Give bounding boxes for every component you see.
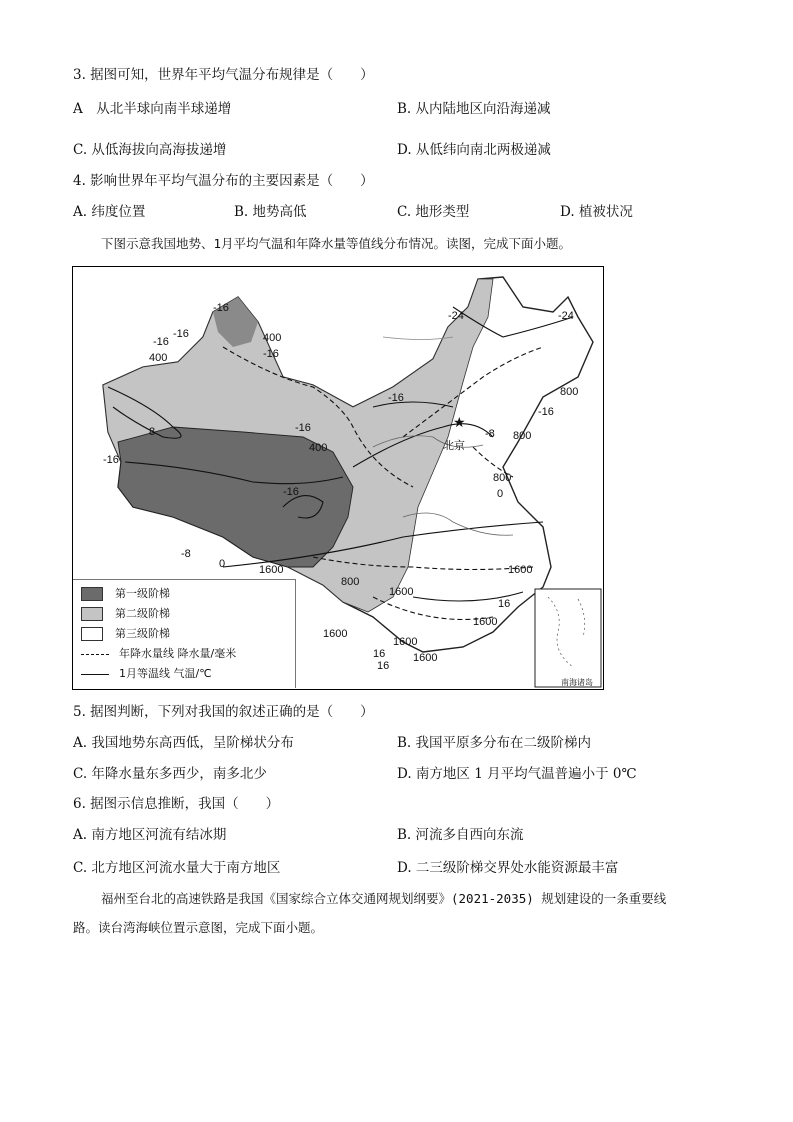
contour-label: -8 <box>485 428 495 440</box>
contour-label: 400 <box>309 442 328 454</box>
contour-label: -16 <box>295 422 311 434</box>
contour-label: -16 <box>103 454 119 466</box>
q3-option-d: D. 从低纬向南北两极递减 <box>397 142 551 158</box>
contour-label: 800 <box>513 430 532 442</box>
contour-label: 1600 <box>473 616 498 628</box>
beijing-label: 北京 <box>443 440 465 452</box>
contour-label: 0 <box>219 558 226 570</box>
q5-option-c: C. 年降水量东多西少，南多北少 <box>73 766 267 782</box>
contour-label: -24 <box>558 310 574 322</box>
legend-step3-label: 第三级阶梯 <box>115 627 170 640</box>
map-legend <box>73 579 296 688</box>
q6-stem: 6. 据图示信息推断，我国（ ） <box>73 796 280 812</box>
contour-label: 1600 <box>259 564 284 576</box>
contour-label: 1600 <box>323 628 348 640</box>
contour-label: 16 <box>373 648 386 660</box>
legend-step2 <box>81 606 170 622</box>
legend-step2-label: 第二级阶梯 <box>115 607 170 620</box>
isotherm-line-icon <box>81 674 109 675</box>
contour-label: 1600 <box>413 652 438 664</box>
contour-label: 800 <box>493 472 512 484</box>
contour-label: -16 <box>213 302 229 314</box>
contour-label: -16 <box>173 328 189 340</box>
map-intro: 下图示意我国地势、1月平均气温和年降水量等值线分布情况。读图，完成下面小题。 <box>101 236 572 251</box>
beijing-star-icon: ★ <box>453 414 466 430</box>
step3-swatch <box>81 627 103 641</box>
contour-label: -16 <box>283 486 299 498</box>
contour-label: 1600 <box>508 564 533 576</box>
legend-step3 <box>81 626 170 642</box>
contour-label: 800 <box>341 576 360 588</box>
q4-stem: 4. 影响世界年平均气温分布的主要因素是（ ） <box>73 173 374 189</box>
china-terrain-climate-map <box>72 266 604 690</box>
legend-step1-label: 第一级阶梯 <box>115 587 170 600</box>
contour-label: 1600 <box>393 636 418 648</box>
q6-option-c: C. 北方地区河流水量大于南方地区 <box>73 860 281 876</box>
contour-label: -24 <box>448 310 464 322</box>
q3-option-b: B. 从内陆地区向沿海递减 <box>397 101 551 117</box>
legend-precip <box>81 646 236 662</box>
q4-option-a: A. 纬度位置 <box>73 204 146 220</box>
legend-precip-label: 年降水量线 降水量/毫米 <box>119 647 237 660</box>
step1-swatch <box>81 587 103 601</box>
contour-label: 8 <box>149 426 156 438</box>
inset-label: 南海诸岛 <box>561 678 593 687</box>
q3-stem: 3. 据图可知，世界年平均气温分布规律是（ ） <box>73 67 374 83</box>
contour-label: -16 <box>153 336 169 348</box>
q4-option-d: D. 植被状况 <box>560 204 633 220</box>
contour-label: -16 <box>388 392 404 404</box>
legend-step1 <box>81 586 170 602</box>
contour-label: 800 <box>560 386 579 398</box>
legend-isotherm-label: 1月等温线 气温/℃ <box>119 667 212 680</box>
contour-label: -16 <box>263 348 279 360</box>
q3-option-a: A 从北半球向南半球递增 <box>73 101 232 117</box>
contour-label: 16 <box>377 660 390 672</box>
step2-swatch <box>81 607 103 621</box>
south-china-sea-inset <box>535 589 601 687</box>
contour-label: -8 <box>181 548 191 560</box>
q4-option-c: C. 地形类型 <box>397 204 470 220</box>
contour-label: 0 <box>497 488 504 500</box>
precip-line-icon <box>81 654 109 655</box>
q6-option-b: B. 河流多自西向东流 <box>397 827 524 843</box>
q5-stem: 5. 据图判断，下列对我国的叙述正确的是（ ） <box>73 704 374 720</box>
contour-label: 400 <box>263 332 282 344</box>
q6-option-a: A. 南方地区河流有结冰期 <box>73 827 227 843</box>
contour-label: 400 <box>149 352 168 364</box>
legend-isotherm <box>81 666 212 682</box>
q5-option-b: B. 我国平原多分布在二级阶梯内 <box>397 735 592 751</box>
q5-option-a: A. 我国地势东高西低，呈阶梯状分布 <box>73 735 294 751</box>
q3-option-c: C. 从低海拔向高海拔递增 <box>73 142 227 158</box>
q6-option-d: D. 二三级阶梯交界处水能资源最丰富 <box>397 860 619 876</box>
contour-label: -16 <box>538 406 554 418</box>
q4-option-b: B. 地势高低 <box>234 204 307 220</box>
taiwan-intro-line1: 福州至台北的高速铁路是我国《国家综合立体交通网规划纲要》(2021-2035) 规划建设的一条重要线 <box>101 891 667 906</box>
contour-label: 1600 <box>389 586 414 598</box>
contour-label: 16 <box>498 598 511 610</box>
q5-option-d: D. 南方地区 1 月平均气温普遍小于 0℃ <box>397 766 637 782</box>
taiwan-intro-line2: 路。读台湾海峡位置示意图，完成下面小题。 <box>73 920 324 935</box>
